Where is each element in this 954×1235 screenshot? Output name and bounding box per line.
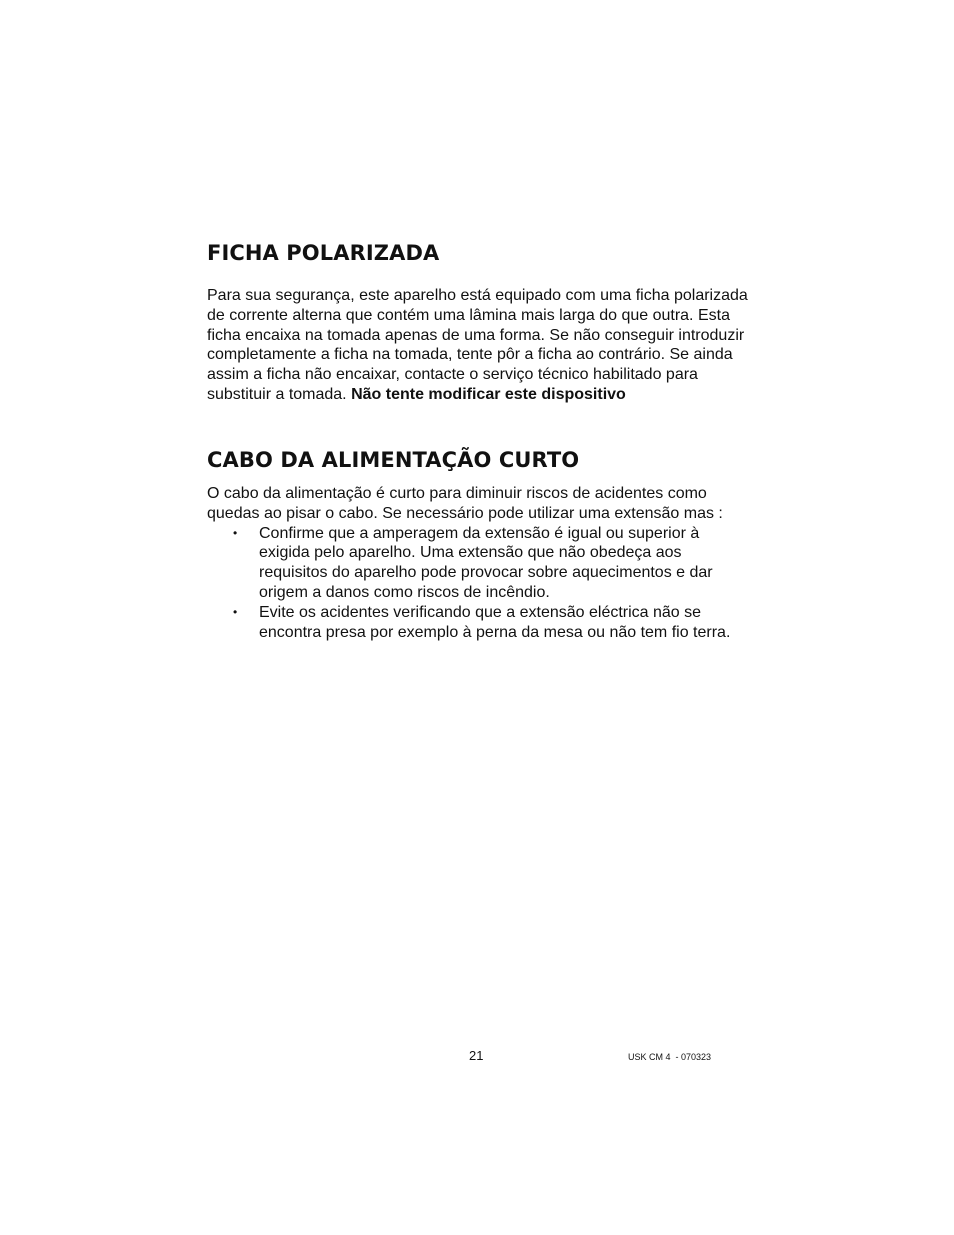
bullet-list	[207, 524, 752, 643]
section-heading: CABO DA ALIMENTAÇÃO CURTO	[207, 448, 580, 472]
section-paragraph	[207, 286, 752, 405]
list-item	[207, 603, 743, 643]
paragraph-bold-warning: Não tente modificar este dispositivo	[351, 385, 626, 403]
list-item	[207, 524, 743, 603]
list-item-text: Evite os acidentes verificando que a extensão eléctrica não se encontra presa por exemplo à perna da mesa ou não tem fio terra.	[259, 603, 731, 641]
page-number: 21	[469, 1048, 484, 1063]
section-short-cord	[207, 445, 752, 642]
section-polarized-plug	[207, 238, 752, 405]
paragraph-text: Para sua segurança, este aparelho está equipado com uma ficha polarizada de corrente alterna que contém uma lâmina mais larga do que outra. Esta ficha encaixa na tomada apenas de uma forma. Se não conseguir introduzir completamente a ficha na tomada, tente pôr a ficha ao contrário. Se ainda assim a ficha não encaixar, contacte o serviço técnico habilitado para substituir a tomada.	[207, 287, 748, 403]
document-code: USK CM 4 - 070323	[628, 1052, 712, 1062]
list-item-text: Confirme que a amperagem da extensão é igual ou superior à exigida pelo aparelho. Uma extensão que não obedeça aos requisitos do aparelho pode provocar sobre aquecimentos e dar origem a danos como riscos de incêndio.	[259, 524, 713, 601]
bullet-icon: •	[233, 525, 238, 540]
section-intro: O cabo da alimentação é curto para diminuir riscos de acidentes como quedas ao pisar o cabo. Se necessário pode utilizar uma extensão mas :	[207, 485, 723, 522]
section-heading: FICHA POLARIZADA	[207, 241, 440, 265]
bullet-icon: •	[233, 604, 238, 619]
